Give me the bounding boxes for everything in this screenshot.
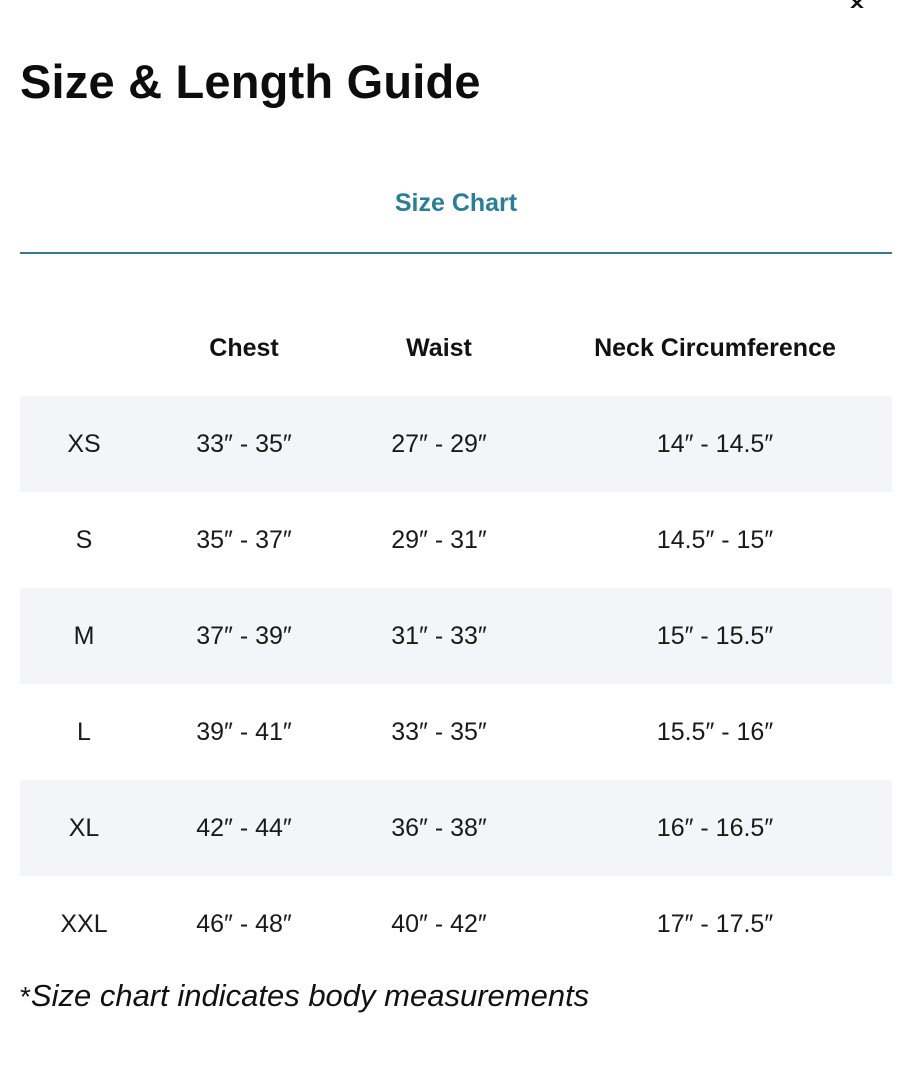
waist-cell: 27″ - 29″: [391, 429, 487, 458]
page-title: Size & Length Guide: [20, 55, 481, 108]
neck-cell: 15.5″ - 16″: [656, 717, 774, 746]
size-cell: XXL: [60, 909, 108, 938]
tab-bar: [20, 178, 892, 254]
neck-cell: 15″ - 15.5″: [656, 621, 774, 650]
footnote-asterisk: *: [20, 981, 31, 1012]
footnote-text: Size chart indicates body measurements: [30, 978, 590, 1013]
header-chest: Chest: [209, 333, 279, 362]
header-neck-circumference: Neck Circumference: [594, 333, 836, 362]
waist-cell: 36″ - 38″: [391, 813, 487, 842]
close-icon: [842, 0, 872, 8]
table-row: [20, 492, 892, 588]
header-waist: Waist: [406, 333, 472, 362]
chest-cell: 37″ - 39″: [196, 621, 292, 650]
size-cell: XS: [67, 429, 101, 458]
table-row: [20, 588, 892, 684]
size-cell: XL: [68, 813, 100, 842]
table-row: [20, 684, 892, 780]
table-row: [20, 780, 892, 876]
neck-cell: 14.5″ - 15″: [656, 525, 774, 554]
neck-cell: 16″ - 16.5″: [656, 813, 774, 842]
chest-cell: 46″ - 48″: [196, 909, 292, 938]
table-header-row: [20, 300, 892, 396]
waist-cell: 29″ - 31″: [391, 525, 487, 554]
waist-cell: 40″ - 42″: [391, 909, 487, 938]
chest-cell: 42″ - 44″: [196, 813, 292, 842]
close-button[interactable]: [842, 0, 872, 8]
size-cell: L: [77, 717, 91, 746]
neck-cell: 17″ - 17.5″: [656, 909, 774, 938]
table-row: [20, 876, 892, 972]
footnote: [20, 976, 589, 1017]
table-row: [20, 396, 892, 492]
size-cell: S: [75, 525, 93, 554]
chest-cell: 33″ - 35″: [196, 429, 292, 458]
size-table: [20, 300, 892, 972]
size-cell: M: [73, 621, 95, 650]
chest-cell: 35″ - 37″: [196, 525, 292, 554]
waist-cell: 33″ - 35″: [391, 717, 487, 746]
neck-cell: 14″ - 14.5″: [656, 429, 774, 458]
tab-size-chart[interactable]: Size Chart: [394, 189, 518, 217]
chest-cell: 39″ - 41″: [196, 717, 292, 746]
waist-cell: 31″ - 33″: [391, 621, 487, 650]
